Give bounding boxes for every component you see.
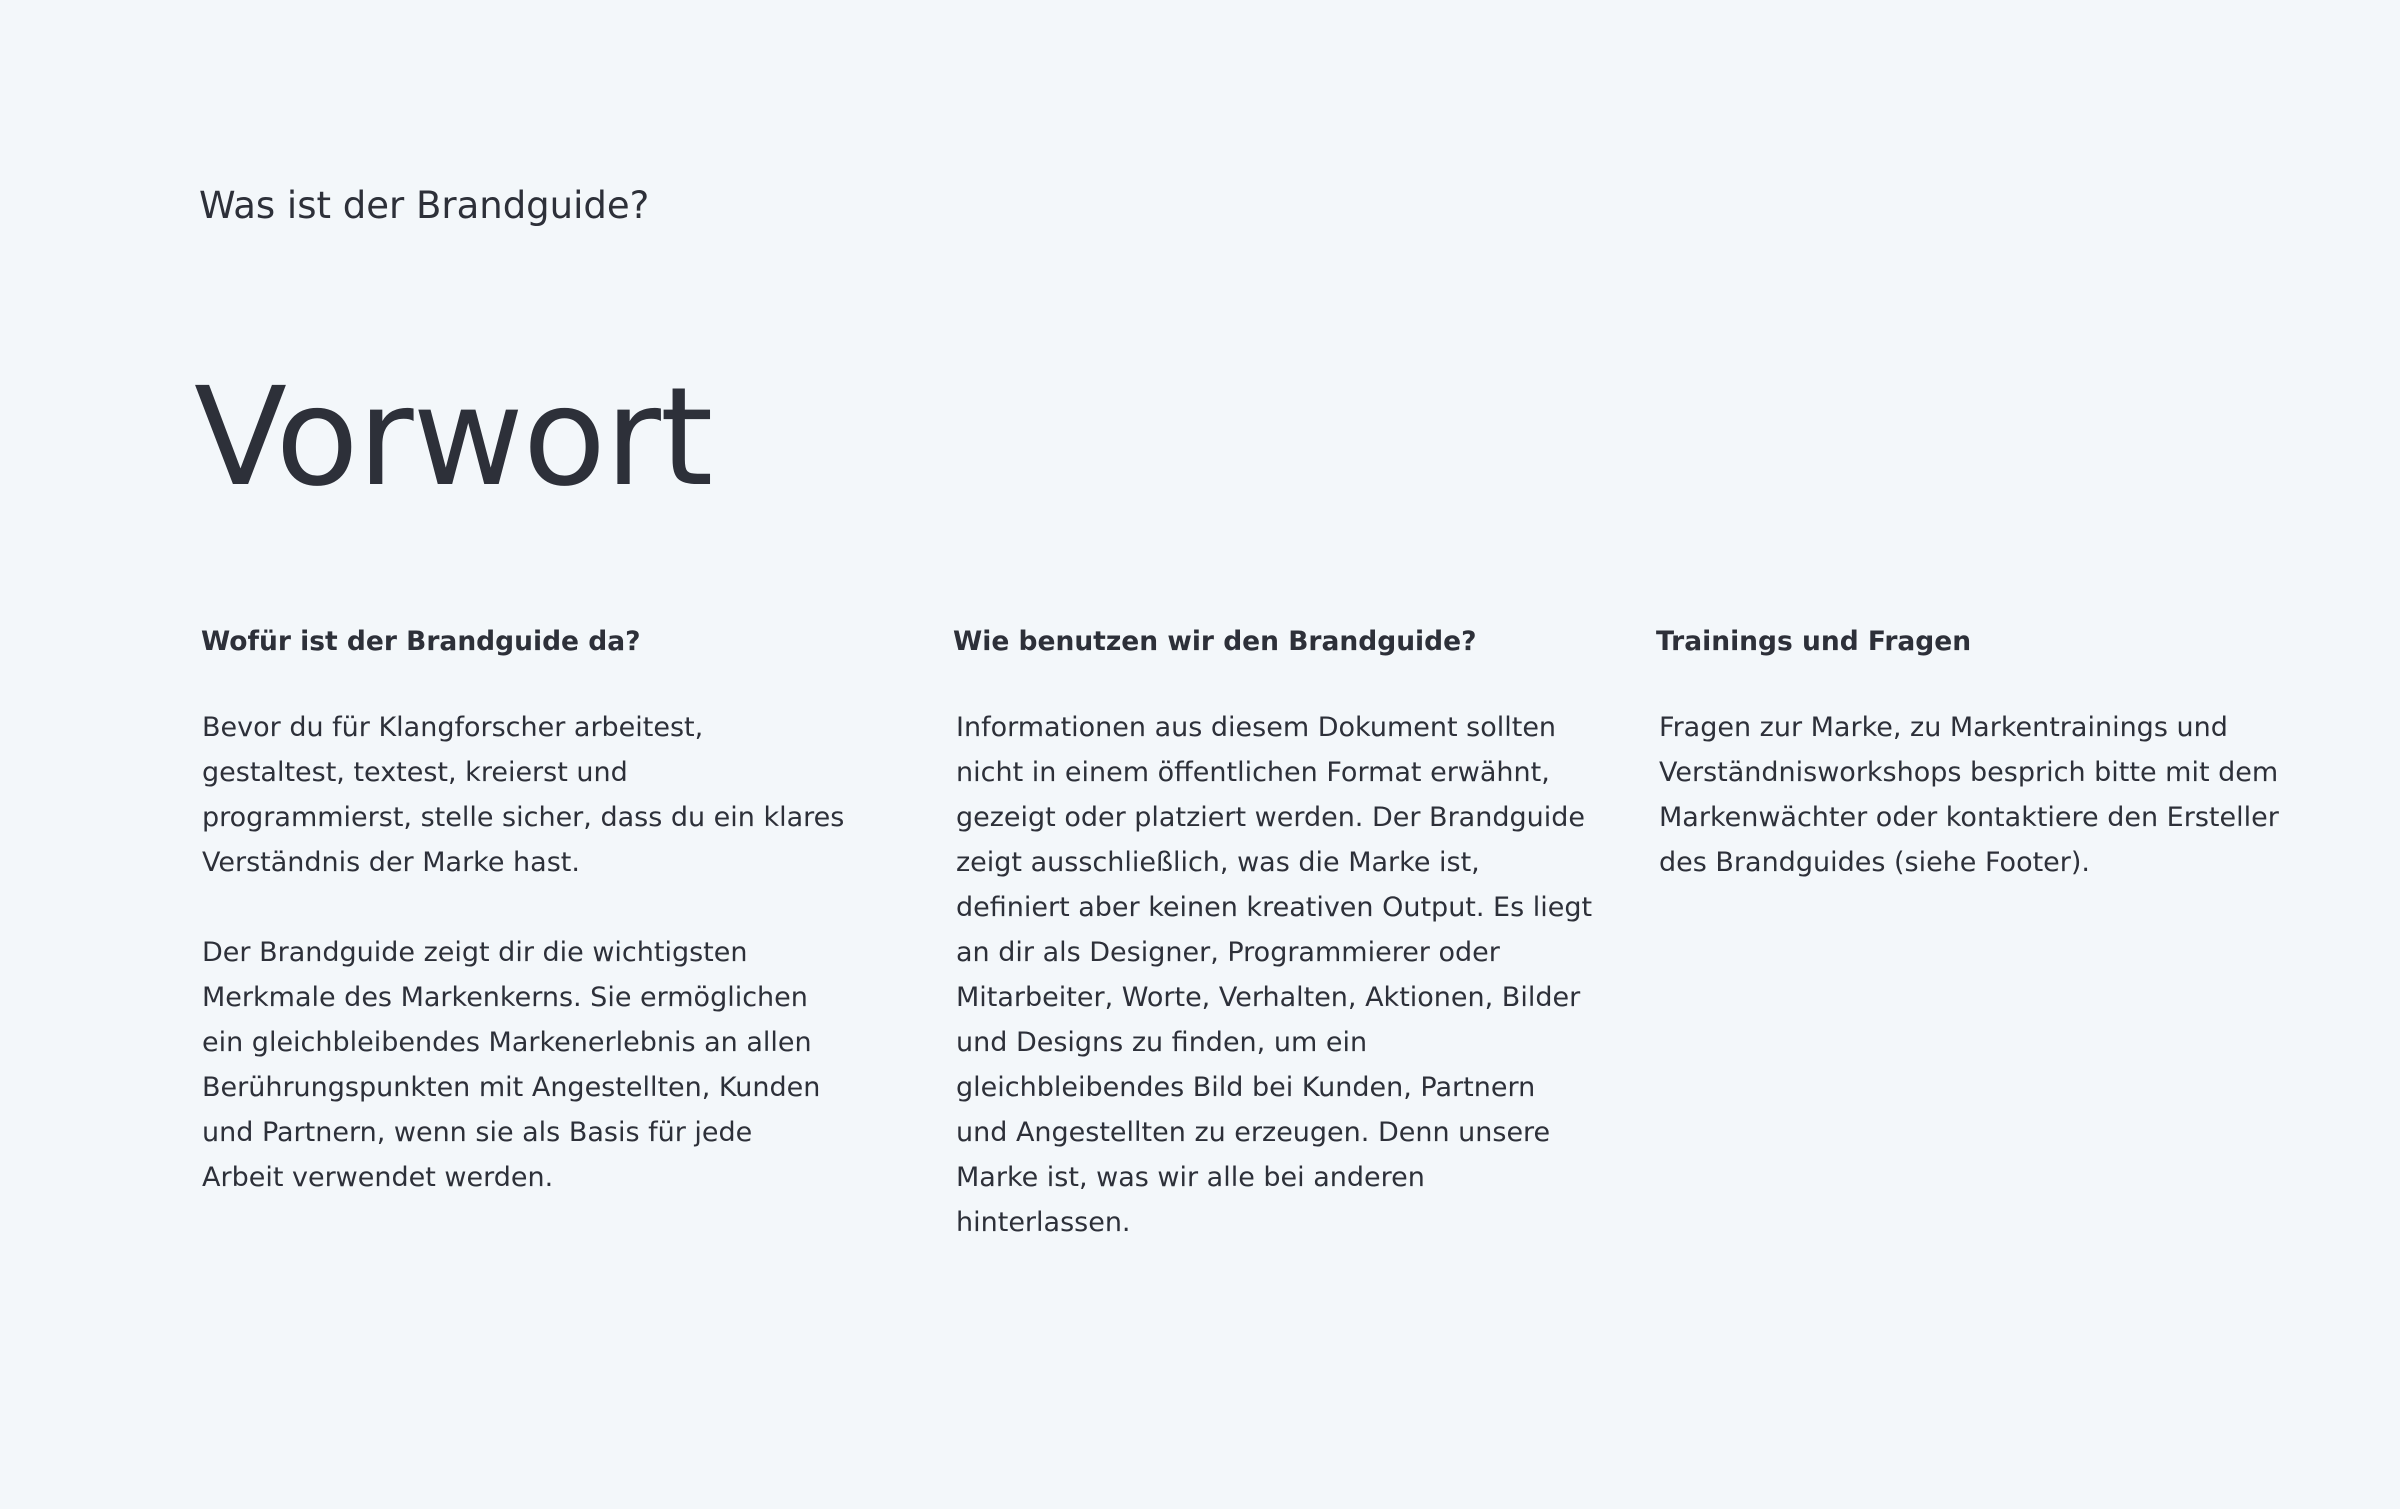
paragraph (202, 930, 821, 1200)
column-usage (953, 624, 1593, 1245)
text-line: Bevor du für Klangforscher arbeitest, (202, 712, 704, 743)
text-line: und Partnern, wenn sie als Basis für jede (202, 1117, 753, 1148)
text-line: gezeigt oder platziert werden. Der Brandguide (956, 802, 1585, 833)
text-line: hinterlassen. (956, 1207, 1131, 1238)
text-line: zeigt ausschließlich, was die Marke ist, (956, 847, 1480, 878)
column-purpose (201, 624, 845, 1200)
text-line: Marke ist, was wir alle bei anderen (956, 1162, 1425, 1193)
text-line: Mitarbeiter, Worte, Verhalten, Aktionen, Bilder (956, 982, 1581, 1013)
paragraph (202, 705, 845, 885)
column-heading: Wofür ist der Brandguide da? (201, 626, 641, 657)
paragraph (956, 705, 1593, 1245)
column-trainings (1656, 624, 2279, 885)
column-heading: Trainings und Fragen (1656, 626, 1972, 657)
text-line: Markenwächter oder kontaktiere den Ersteller (1659, 802, 2279, 833)
page-title: Vorwort (194, 359, 713, 517)
text-line: Merkmale des Markenkerns. Sie ermöglichen (202, 982, 808, 1013)
text-line: und Designs zu finden, um ein (956, 1027, 1368, 1058)
text-line: programmierst, stelle sicher, dass du ein klares (202, 802, 845, 833)
text-line: gleichbleibendes Bild bei Kunden, Partnern (956, 1072, 1536, 1103)
text-line: Fragen zur Marke, zu Markentrainings und (1659, 712, 2228, 743)
text-line: an dir als Designer, Programmierer oder (956, 937, 1500, 968)
text-line: Der Brandguide zeigt dir die wichtigsten (202, 937, 748, 968)
text-line: Verständnisworkshops besprich bitte mit dem (1659, 757, 2279, 788)
text-line: Arbeit verwendet werden. (202, 1162, 554, 1193)
text-line: nicht in einem öffentlichen Format erwähnt, (956, 757, 1550, 788)
text-line: definiert aber keinen kreativen Output. Es liegt (956, 892, 1593, 923)
text-line: Informationen aus diesem Dokument sollten (956, 712, 1557, 743)
text-line: gestaltest, textest, kreierst und (202, 757, 628, 788)
text-line: des Brandguides (siehe Footer). (1659, 847, 2091, 878)
paragraph (1659, 705, 2279, 885)
text-line: ein gleichbleibendes Markenerlebnis an allen (202, 1027, 812, 1058)
column-heading: Wie benutzen wir den Brandguide? (953, 626, 1477, 657)
text-line: Verständnis der Marke hast. (202, 847, 580, 878)
text-line: Berührungspunkten mit Angestellten, Kunden (202, 1072, 821, 1103)
text-line: und Angestellten zu erzeugen. Denn unsere (956, 1117, 1551, 1148)
section-kicker: Was ist der Brandguide? (199, 184, 650, 227)
